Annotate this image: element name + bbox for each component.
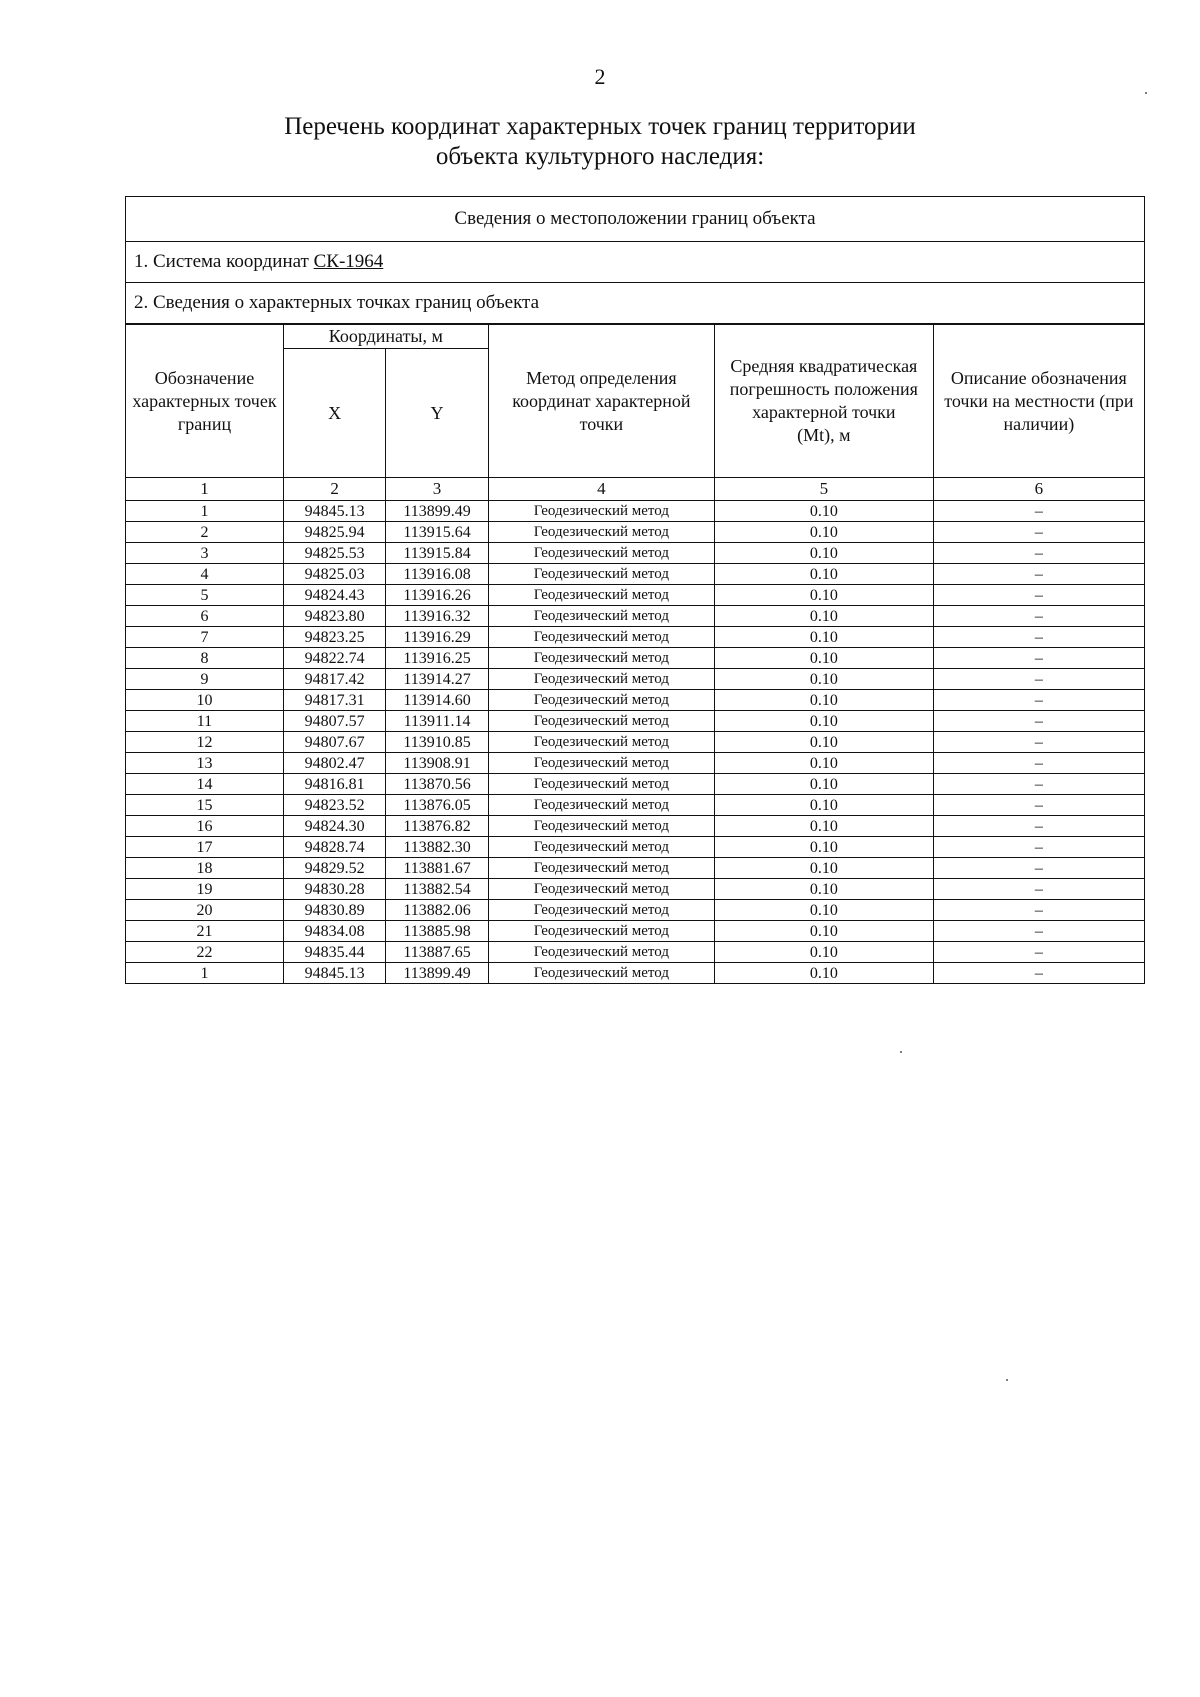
coordinate-system-row	[126, 242, 1144, 283]
method-cell: Геодезический метод	[488, 606, 714, 627]
x-coordinate-cell: 94816.81	[283, 774, 385, 795]
method-cell: Геодезический метод	[488, 879, 714, 900]
scan-speck	[1145, 92, 1147, 94]
section-heading: Сведения о местоположении границ объекта	[126, 197, 1144, 242]
table-row	[126, 648, 1145, 669]
x-coordinate-cell: 94825.53	[283, 543, 385, 564]
table-row	[126, 921, 1145, 942]
description-cell: –	[933, 963, 1144, 984]
table-row	[126, 627, 1145, 648]
description-cell: –	[933, 921, 1144, 942]
table-row	[126, 669, 1145, 690]
description-cell: –	[933, 753, 1144, 774]
error-cell: 0.10	[714, 669, 933, 690]
x-coordinate-cell: 94817.42	[283, 669, 385, 690]
x-coordinate-cell: 94845.13	[283, 501, 385, 522]
y-coordinate-cell: 113870.56	[386, 774, 488, 795]
description-cell: –	[933, 585, 1144, 606]
y-coordinate-cell: 113899.49	[386, 963, 488, 984]
column-number: 4	[488, 478, 714, 501]
description-cell: –	[933, 627, 1144, 648]
point-id-cell: 13	[126, 753, 284, 774]
point-id-cell: 7	[126, 627, 284, 648]
column-header-error-text: Средняя квадратическая погрешность положения характерной точки	[729, 356, 918, 422]
description-cell: –	[933, 648, 1144, 669]
error-cell: 0.10	[714, 501, 933, 522]
error-cell: 0.10	[714, 837, 933, 858]
x-coordinate-cell: 94825.03	[283, 564, 385, 585]
column-header-description: Описание обозначения точки на местности (при наличии)	[933, 325, 1144, 478]
error-cell: 0.10	[714, 963, 933, 984]
object-info-header	[125, 196, 1145, 324]
y-coordinate-cell: 113882.54	[386, 879, 488, 900]
point-id-cell: 22	[126, 942, 284, 963]
coordinates-table	[125, 324, 1145, 984]
table-row	[126, 900, 1145, 921]
column-number-row	[126, 478, 1145, 501]
coordinates-table-body	[126, 501, 1145, 984]
column-number: 6	[933, 478, 1144, 501]
error-cell: 0.10	[714, 900, 933, 921]
y-coordinate-cell: 113916.25	[386, 648, 488, 669]
table-row	[126, 606, 1145, 627]
method-cell: Геодезический метод	[488, 669, 714, 690]
point-id-cell: 19	[126, 879, 284, 900]
column-number: 2	[283, 478, 385, 501]
column-header-y: Y	[386, 349, 488, 478]
error-cell: 0.10	[714, 774, 933, 795]
description-cell: –	[933, 816, 1144, 837]
x-coordinate-cell: 94823.80	[283, 606, 385, 627]
y-coordinate-cell: 113876.05	[386, 795, 488, 816]
point-id-cell: 2	[126, 522, 284, 543]
point-id-cell: 9	[126, 669, 284, 690]
method-cell: Геодезический метод	[488, 837, 714, 858]
x-coordinate-cell: 94825.94	[283, 522, 385, 543]
point-id-cell: 6	[126, 606, 284, 627]
method-cell: Геодезический метод	[488, 774, 714, 795]
column-header-designation: Обозначение характерных точек границ	[126, 325, 284, 478]
point-id-cell: 10	[126, 690, 284, 711]
title-line-2: объекта культурного наследия:	[435, 143, 765, 170]
table-row	[126, 774, 1145, 795]
column-number: 5	[714, 478, 933, 501]
y-coordinate-cell: 113885.98	[386, 921, 488, 942]
x-coordinate-cell: 94828.74	[283, 837, 385, 858]
y-coordinate-cell: 113881.67	[386, 858, 488, 879]
description-cell: –	[933, 606, 1144, 627]
x-coordinate-cell: 94835.44	[283, 942, 385, 963]
y-coordinate-cell: 113910.85	[386, 732, 488, 753]
point-id-cell: 3	[126, 543, 284, 564]
description-cell: –	[933, 942, 1144, 963]
point-id-cell: 8	[126, 648, 284, 669]
error-cell: 0.10	[714, 564, 933, 585]
method-cell: Геодезический метод	[488, 585, 714, 606]
error-cell: 0.10	[714, 921, 933, 942]
y-coordinate-cell: 113876.82	[386, 816, 488, 837]
description-cell: –	[933, 900, 1144, 921]
y-coordinate-cell: 113882.06	[386, 900, 488, 921]
table-row	[126, 690, 1145, 711]
point-id-cell: 20	[126, 900, 284, 921]
x-coordinate-cell: 94822.74	[283, 648, 385, 669]
table-row	[126, 837, 1145, 858]
x-coordinate-cell: 94807.57	[283, 711, 385, 732]
table-row	[126, 963, 1145, 984]
points-section-heading: 2. Сведения о характерных точках границ объекта	[134, 292, 540, 313]
y-coordinate-cell: 113915.64	[386, 522, 488, 543]
description-cell: –	[933, 837, 1144, 858]
x-coordinate-cell: 94824.30	[283, 816, 385, 837]
method-cell: Геодезический метод	[488, 648, 714, 669]
description-cell: –	[933, 690, 1144, 711]
y-coordinate-cell: 113916.26	[386, 585, 488, 606]
method-cell: Геодезический метод	[488, 753, 714, 774]
description-cell: –	[933, 858, 1144, 879]
coordinate-system-label: 1. Система координат	[134, 251, 314, 272]
x-coordinate-cell: 94823.52	[283, 795, 385, 816]
y-coordinate-cell: 113887.65	[386, 942, 488, 963]
table-row	[126, 732, 1145, 753]
error-cell: 0.10	[714, 711, 933, 732]
x-coordinate-cell: 94807.67	[283, 732, 385, 753]
error-cell: 0.10	[714, 522, 933, 543]
page-number: 2	[594, 64, 606, 89]
x-coordinate-cell: 94830.89	[283, 900, 385, 921]
table-row	[126, 858, 1145, 879]
method-cell: Геодезический метод	[488, 522, 714, 543]
column-header-method: Метод определения координат характерной точки	[488, 325, 714, 478]
point-id-cell: 1	[126, 501, 284, 522]
point-id-cell: 21	[126, 921, 284, 942]
table-row	[126, 522, 1145, 543]
y-coordinate-cell: 113908.91	[386, 753, 488, 774]
method-cell: Геодезический метод	[488, 543, 714, 564]
y-coordinate-cell: 113914.27	[386, 669, 488, 690]
description-cell: –	[933, 522, 1144, 543]
point-id-cell: 11	[126, 711, 284, 732]
method-cell: Геодезический метод	[488, 963, 714, 984]
method-cell: Геодезический метод	[488, 942, 714, 963]
x-coordinate-cell: 94823.25	[283, 627, 385, 648]
table-row	[126, 543, 1145, 564]
description-cell: –	[933, 564, 1144, 585]
document-title	[0, 112, 1200, 172]
column-header-x: X	[283, 349, 385, 478]
column-number: 3	[386, 478, 488, 501]
point-id-cell: 4	[126, 564, 284, 585]
x-coordinate-cell: 94845.13	[283, 963, 385, 984]
method-cell: Геодезический метод	[488, 795, 714, 816]
point-id-cell: 12	[126, 732, 284, 753]
method-cell: Геодезический метод	[488, 564, 714, 585]
method-cell: Геодезический метод	[488, 627, 714, 648]
coordinate-system-value: СК-1964	[313, 251, 384, 272]
x-coordinate-cell: 94802.47	[283, 753, 385, 774]
method-cell: Геодезический метод	[488, 816, 714, 837]
x-coordinate-cell: 94829.52	[283, 858, 385, 879]
description-cell: –	[933, 774, 1144, 795]
error-cell: 0.10	[714, 690, 933, 711]
description-cell: –	[933, 795, 1144, 816]
table-row	[126, 942, 1145, 963]
table-row	[126, 795, 1145, 816]
table-row	[126, 711, 1145, 732]
description-cell: –	[933, 543, 1144, 564]
error-cell: 0.10	[714, 795, 933, 816]
description-cell: –	[933, 711, 1144, 732]
error-cell: 0.10	[714, 543, 933, 564]
point-id-cell: 1	[126, 963, 284, 984]
description-cell: –	[933, 879, 1144, 900]
y-coordinate-cell: 113916.29	[386, 627, 488, 648]
method-cell: Геодезический метод	[488, 711, 714, 732]
x-coordinate-cell: 94824.43	[283, 585, 385, 606]
y-coordinate-cell: 113914.60	[386, 690, 488, 711]
scan-speck	[900, 1051, 902, 1053]
description-cell: –	[933, 669, 1144, 690]
description-cell: –	[933, 501, 1144, 522]
error-cell: 0.10	[714, 753, 933, 774]
x-coordinate-cell: 94830.28	[283, 879, 385, 900]
error-cell: 0.10	[714, 879, 933, 900]
point-id-cell: 16	[126, 816, 284, 837]
column-header-error-unit: (Mt), м	[797, 425, 851, 445]
x-coordinate-cell: 94834.08	[283, 921, 385, 942]
method-cell: Геодезический метод	[488, 690, 714, 711]
method-cell: Геодезический метод	[488, 501, 714, 522]
y-coordinate-cell: 113911.14	[386, 711, 488, 732]
title-line-1: Перечень координат характерных точек границ территории	[284, 113, 916, 140]
error-cell: 0.10	[714, 627, 933, 648]
description-cell: –	[933, 732, 1144, 753]
y-coordinate-cell: 113882.30	[386, 837, 488, 858]
point-id-cell: 14	[126, 774, 284, 795]
method-cell: Геодезический метод	[488, 900, 714, 921]
error-cell: 0.10	[714, 858, 933, 879]
method-cell: Геодезический метод	[488, 858, 714, 879]
y-coordinate-cell: 113916.08	[386, 564, 488, 585]
y-coordinate-cell: 113916.32	[386, 606, 488, 627]
table-row	[126, 753, 1145, 774]
error-cell: 0.10	[714, 606, 933, 627]
column-header-error	[714, 325, 933, 478]
table-row	[126, 879, 1145, 900]
scan-speck	[1006, 1379, 1008, 1381]
point-id-cell: 5	[126, 585, 284, 606]
method-cell: Геодезический метод	[488, 921, 714, 942]
x-coordinate-cell: 94817.31	[283, 690, 385, 711]
method-cell: Геодезический метод	[488, 732, 714, 753]
table-row	[126, 585, 1145, 606]
error-cell: 0.10	[714, 942, 933, 963]
error-cell: 0.10	[714, 648, 933, 669]
point-id-cell: 15	[126, 795, 284, 816]
point-id-cell: 17	[126, 837, 284, 858]
table-row	[126, 564, 1145, 585]
point-id-cell: 18	[126, 858, 284, 879]
error-cell: 0.10	[714, 585, 933, 606]
error-cell: 0.10	[714, 816, 933, 837]
table-row	[126, 501, 1145, 522]
column-header-coordinates: Координаты, м	[283, 325, 488, 349]
y-coordinate-cell: 113899.49	[386, 501, 488, 522]
y-coordinate-cell: 113915.84	[386, 543, 488, 564]
error-cell: 0.10	[714, 732, 933, 753]
table-row	[126, 816, 1145, 837]
column-number: 1	[126, 478, 284, 501]
